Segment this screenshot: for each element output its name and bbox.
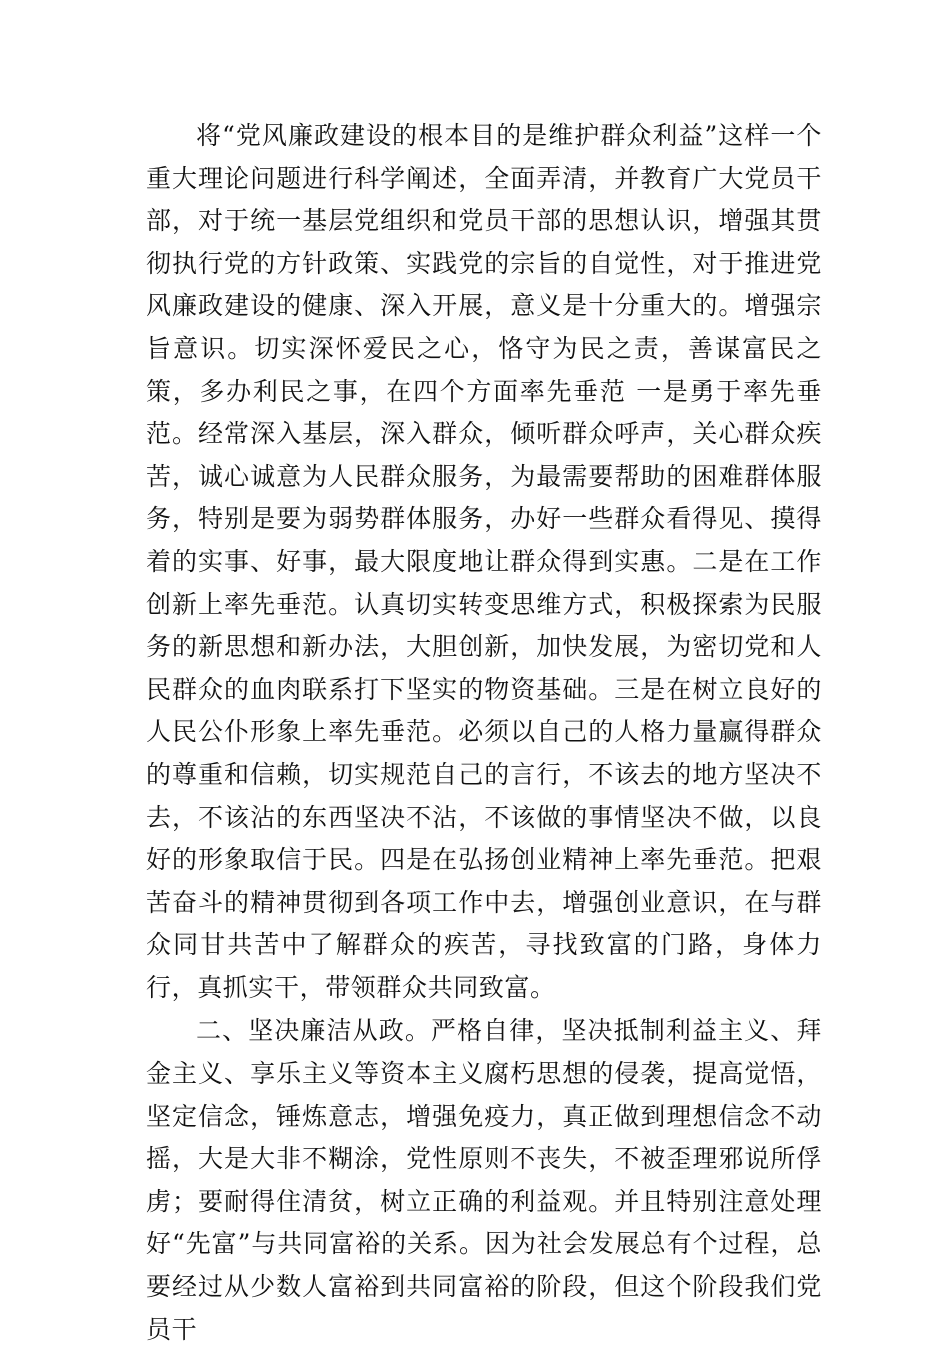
- paragraph-1: 将“党风廉政建设的根本目的是维护群众利益”这样一个重大理论问题进行科学阐述，全面弄清，并教育广大党员干部，对于统一基层党组织和党员干部的思想认识，增强其贯彻执行党的方针政策、实践党的宗旨的自觉性，对于推进党风廉政建设的健康、深入开展，意义是十分重大的。增强宗旨意识。切实深怀爱民之心，恪守为民之责，善谋富民之策，多办利民之事，在四个方面率先垂范 一是勇于率先垂范。经常深入基层，深入群众，倾听群众呼声，关心群众疾苦，诚心诚意为人民群众服务，为最需要帮助的困难群体服务，特别是要为弱势群体服务，办好一些群众看得见、摸得着的实事、好事，最大限度地让群众得到实惠。二是在工作创新上率先垂范。认真切实转变思维方式，积极探索为民服务的新思想和新办法，大胆创新，加快发展，为密切党和人民群众的血肉联系打下坚实的物资基础。三是在树立良好的人民公仆形象上率先垂范。必须以自己的人格力量赢得群众的尊重和信赖，切实规范自己的言行，不该去的地方坚决不去，不该沾的东西坚决不沾，不该做的事情坚决不做，以良好的形象取信于民。四是在弘扬创业精神上率先垂范。把艰苦奋斗的精神贯彻到各项工作中去，增强创业意识，在与群众同甘共苦中了解群众的疾苦，寻找致富的门路，身体力行，真抓实干，带领群众共同致富。: [146, 121, 822, 1002]
- paragraph-2: 二、坚决廉洁从政。严格自律，坚决抵制利益主义、拜金主义、享乐主义等资本主义腐朽思想的侵袭，提高觉悟，坚定信念，锤炼意志，增强免疫力，真正做到理想信念不动摇，大是大非不糊涂，党性原则不丧失，不被歪理邪说所俘虏；要耐得住清贫，树立正确的利益观。并且特别注意处理好“先富”与共同富裕的关系。因为社会发展总有个过程，总要经过从少数人富裕到共同富裕的阶段，但这个阶段我们党员干: [146, 1016, 822, 1344]
- document-body: [146, 115, 822, 1351]
